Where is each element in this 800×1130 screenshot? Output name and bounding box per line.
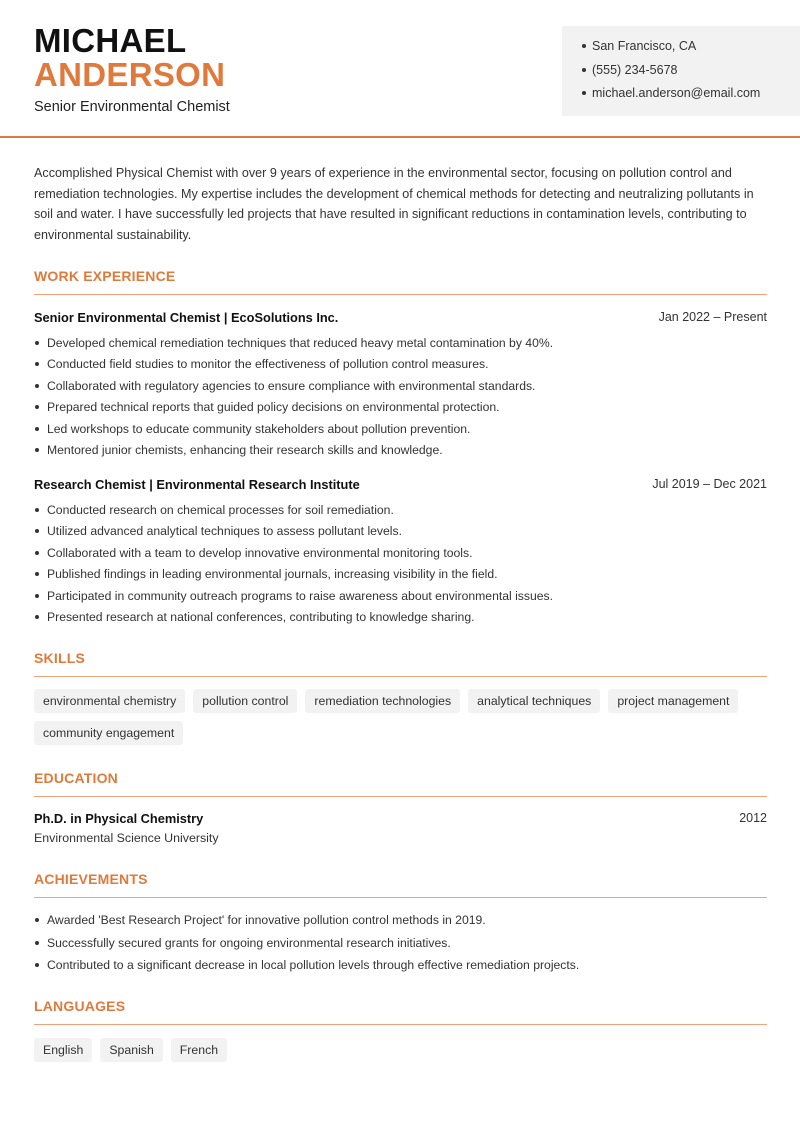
job-header (34, 477, 767, 492)
list-item: Contributed to a significant decrease in local pollution levels through effective remediation projects. (34, 955, 767, 978)
list-item: Prepared technical reports that guided policy decisions on environmental protection. (34, 397, 767, 418)
job-role: Research Chemist | Environmental Research Institute (34, 477, 360, 492)
language-tag: French (171, 1038, 227, 1062)
skill-tag: community engagement (34, 721, 183, 745)
first-name: MICHAEL (34, 22, 187, 59)
skills-tags (34, 689, 767, 745)
section-divider (34, 1024, 767, 1025)
list-item: Published findings in leading environmental journals, increasing visibility in the field. (34, 564, 767, 585)
section-divider (34, 796, 767, 797)
skill-tag: analytical techniques (468, 689, 600, 713)
skill-tag: remediation technologies (305, 689, 460, 713)
list-item: Utilized advanced analytical techniques to assess pollutant levels. (34, 521, 767, 542)
list-item: Mentored junior chemists, enhancing their research skills and knowledge. (34, 440, 767, 461)
contact-location: San Francisco, CA (582, 36, 800, 60)
list-item: Collaborated with regulatory agencies to ensure compliance with environmental standards. (34, 376, 767, 397)
list-item: Conducted field studies to monitor the effectiveness of pollution control measures. (34, 354, 767, 375)
skill-tag: project management (608, 689, 738, 713)
education-degree: Ph.D. in Physical Chemistry (34, 811, 204, 826)
section-title-languages: LANGUAGES (34, 998, 126, 1014)
language-tag: Spanish (100, 1038, 162, 1062)
skill-tag: pollution control (193, 689, 297, 713)
section-title-education: EDUCATION (34, 770, 118, 786)
job-role: Senior Environmental Chemist | EcoSolutions Inc. (34, 310, 339, 325)
list-item: Awarded 'Best Research Project' for innovative pollution control methods in 2019. (34, 910, 767, 933)
list-item: Participated in community outreach programs to raise awareness about environmental issues. (34, 586, 767, 607)
list-item: Presented research at national conferences, contributing to knowledge sharing. (34, 607, 767, 628)
section-title-work: WORK EXPERIENCE (34, 268, 176, 284)
last-name: ANDERSON (34, 56, 226, 93)
achievements-list (34, 910, 767, 978)
job-date: Jan 2022 – Present (658, 310, 767, 324)
languages-tags (34, 1038, 767, 1062)
list-item: Led workshops to educate community stakeholders about pollution prevention. (34, 419, 767, 440)
list-item: Conducted research on chemical processes for soil remediation. (34, 500, 767, 521)
contact-box (562, 26, 800, 116)
contact-email[interactable]: michael.anderson@email.com (582, 83, 800, 107)
education-year: 2012 (739, 811, 767, 825)
job-header (34, 310, 767, 325)
section-title-skills: SKILLS (34, 650, 85, 666)
education-school: Environmental Science University (34, 831, 219, 845)
job-date: Jul 2019 – Dec 2021 (652, 477, 767, 491)
language-tag: English (34, 1038, 92, 1062)
section-divider (34, 676, 767, 677)
contact-phone: (555) 234-5678 (582, 60, 800, 84)
list-item: Successfully secured grants for ongoing environmental research initiatives. (34, 933, 767, 956)
section-divider (34, 897, 767, 898)
job-title: Senior Environmental Chemist (34, 99, 230, 115)
section-divider (34, 294, 767, 295)
job-bullets (34, 500, 767, 628)
section-title-achievements: ACHIEVEMENTS (34, 871, 148, 887)
summary: Accomplished Physical Chemist with over 9 years of experience in the environmental sector, focusing on pollution control and remediation technologies. My expertise includes the development of chemical methods for detecting and neutralizing pollutants in soil and water. I have successfully led projects that have resulted in significant reductions in contamination levels, contributing to environmental sustainability. (34, 166, 754, 242)
list-item: Developed chemical remediation techniques that reduced heavy metal contamination by 40%. (34, 333, 767, 354)
list-item: Collaborated with a team to develop innovative environmental monitoring tools. (34, 543, 767, 564)
resume-header (0, 0, 800, 138)
skill-tag: environmental chemistry (34, 689, 185, 713)
job-bullets (34, 333, 767, 461)
